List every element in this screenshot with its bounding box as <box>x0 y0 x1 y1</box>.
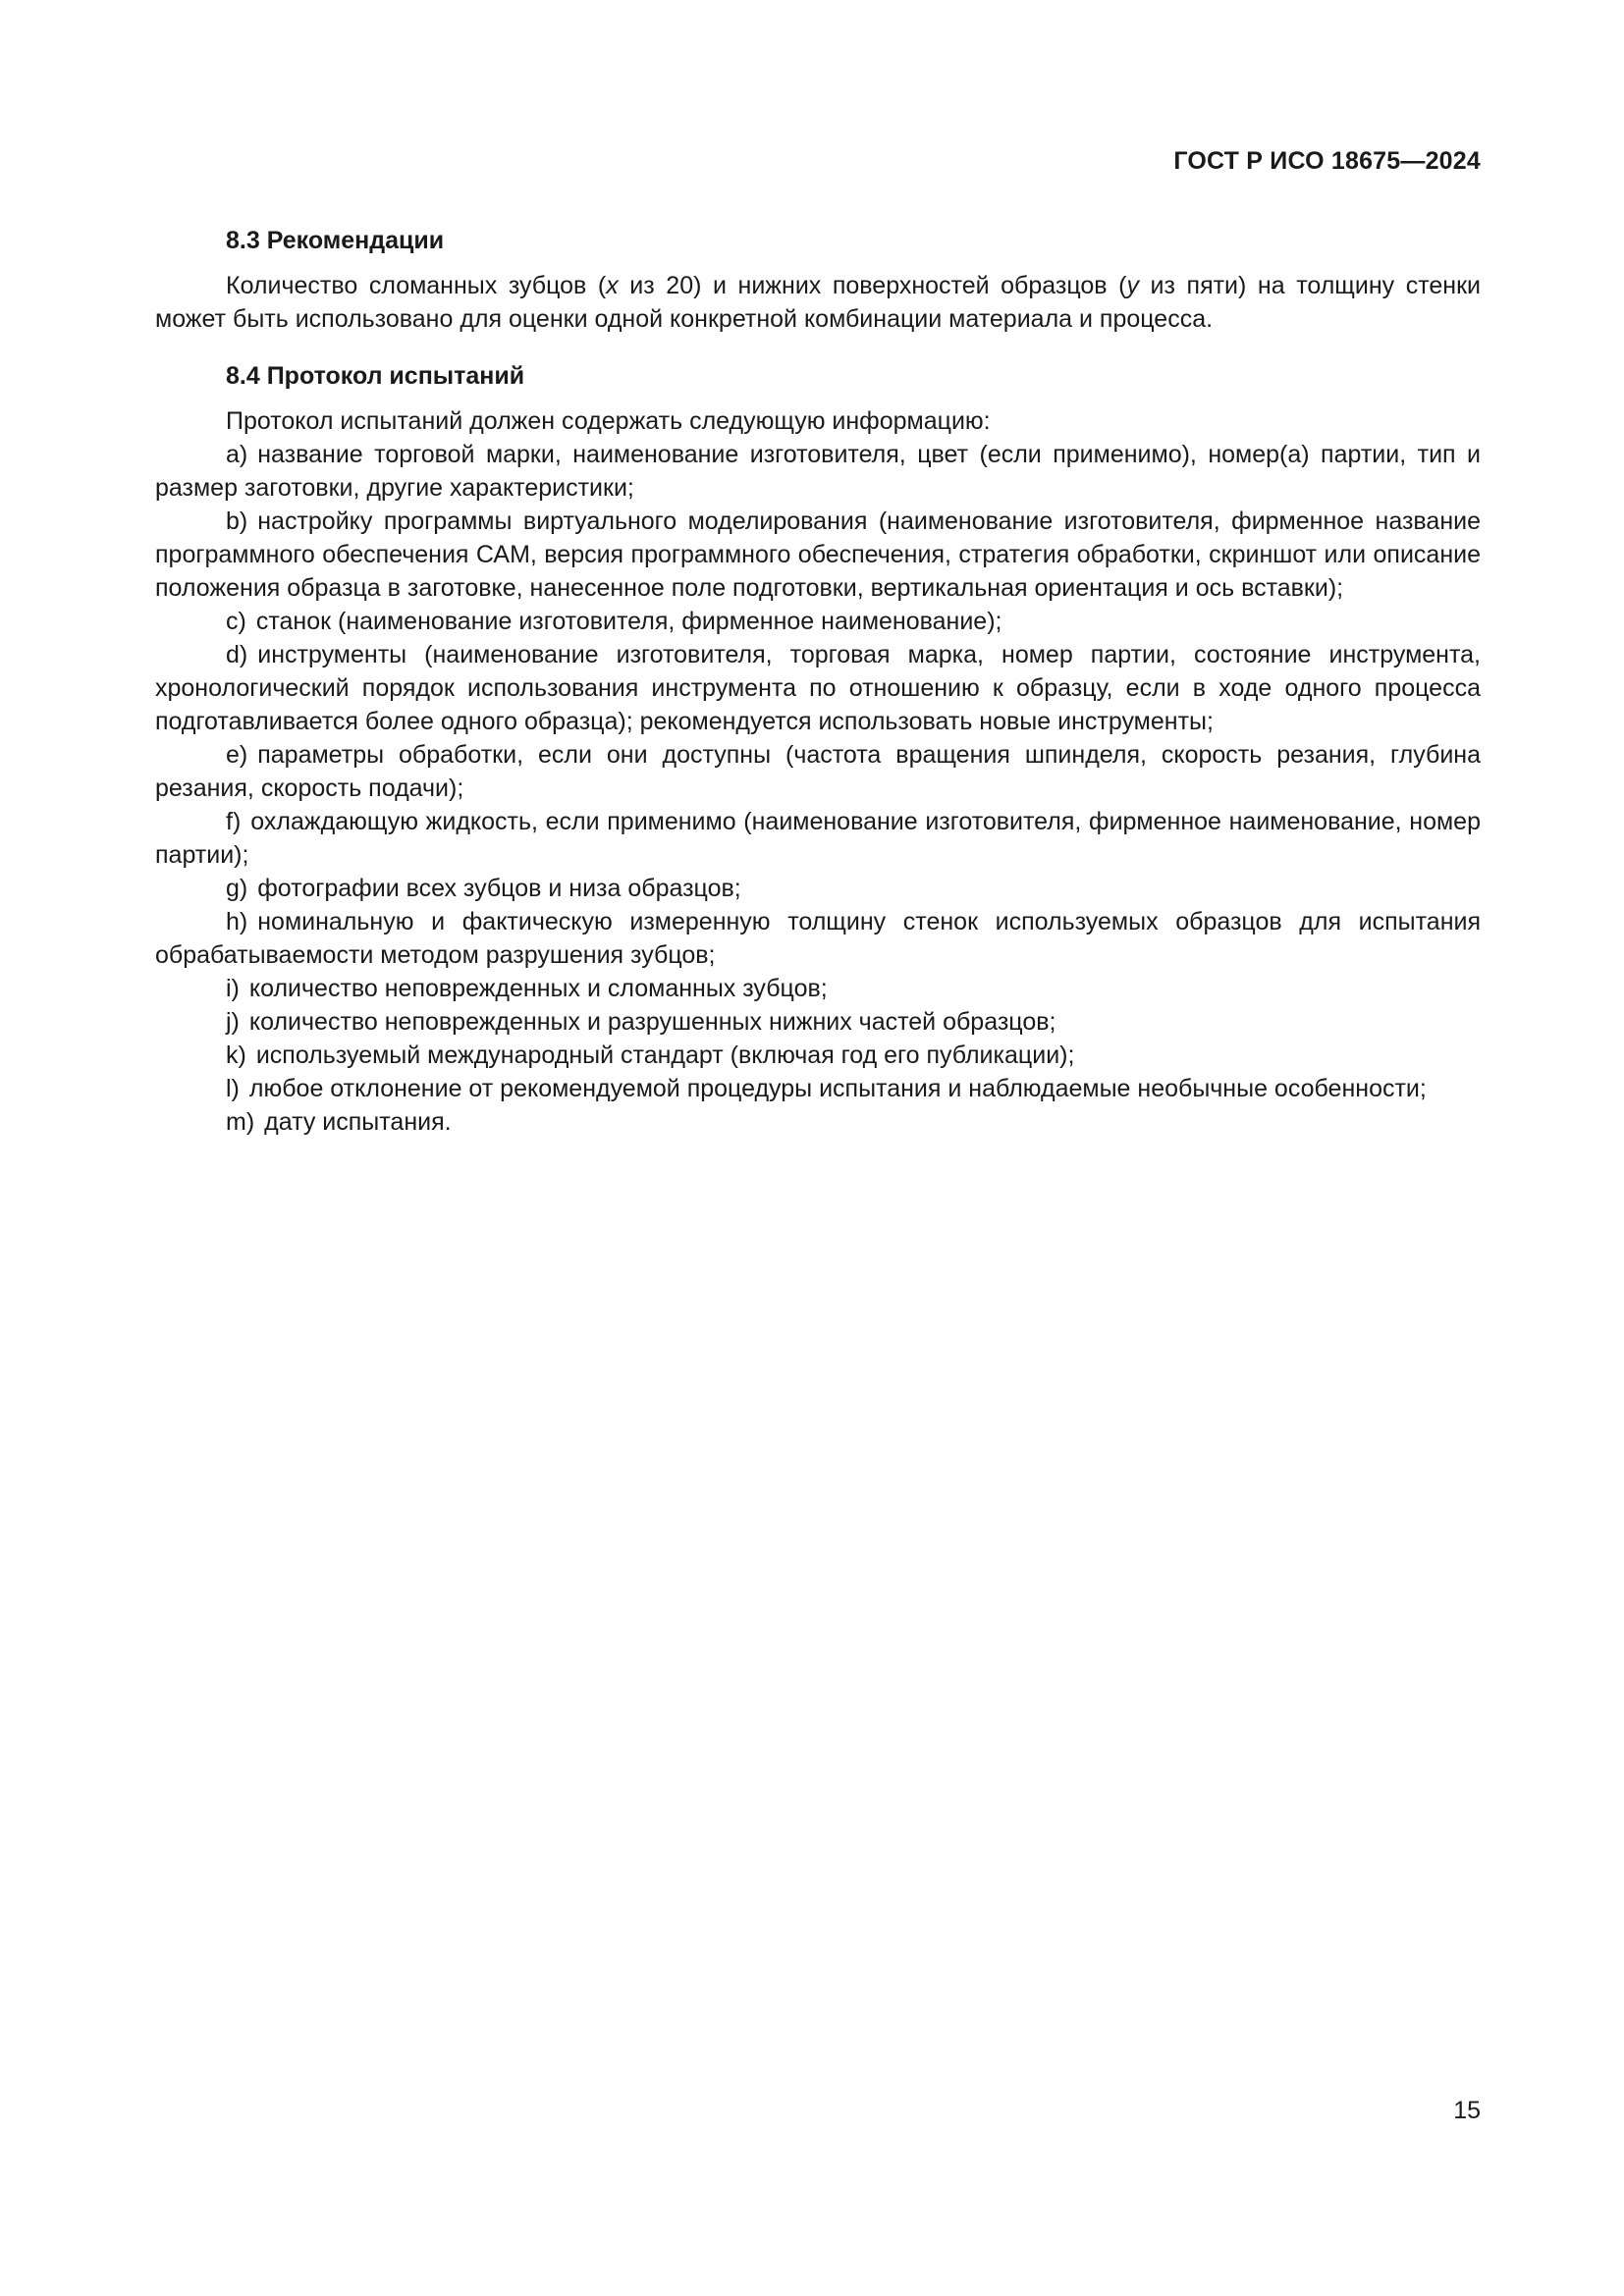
list-item <box>155 905 1481 972</box>
list-item-text: настройку программы виртуального моделирования (наименование изготовителя, фирменное название программного обеспечения САМ, версия программного обеспечения, стратегия обработки, скриншот или описание положения образца в заготовке, нанесенное поле подготовки, вертикальная ориентация и ось вставки); <box>155 507 1481 602</box>
list-marker: l) <box>226 1075 240 1102</box>
list-marker: j) <box>226 1008 240 1036</box>
list-marker: m) <box>226 1108 255 1136</box>
list-marker: k) <box>226 1041 246 1069</box>
list-marker: f) <box>226 808 242 835</box>
list-marker: b) <box>226 507 248 535</box>
list-item <box>155 805 1481 872</box>
list-marker: a) <box>226 441 248 468</box>
section-heading-8-4: 8.4 Протокол испытаний <box>226 362 525 390</box>
variable-x: x <box>606 272 619 299</box>
list-item-text: охлаждающую жидкость, если применимо (наименование изготовителя, фирменное наименование, номер партии); <box>155 808 1481 869</box>
variable-y: y <box>1126 272 1139 299</box>
page-number: 15 <box>1453 2097 1481 2124</box>
list-item-text: станок (наименование изготовителя, фирменное наименование); <box>255 608 1002 635</box>
list-item-text: фотографии всех зубцов и низа образцов; <box>257 875 741 902</box>
list-marker: e) <box>226 741 248 769</box>
document-code-header: ГОСТ Р ИСО 18675—2024 <box>1173 147 1481 175</box>
list-item <box>155 972 1481 1005</box>
list-item <box>155 438 1481 505</box>
section-8-4-intro: Протокол испытаний должен содержать следующую информацию: <box>226 407 991 435</box>
list-item-text: любое отклонение от рекомендуемой процедуры испытания и наблюдаемые необычные особенности; <box>248 1075 1427 1102</box>
paragraph-text-part: из 20) и нижних поверхностей образцов ( <box>618 272 1127 299</box>
list-item <box>155 638 1481 738</box>
list-item-text: количество неповрежденных и разрушенных нижних частей образцов; <box>248 1008 1056 1036</box>
list-item <box>155 1105 1481 1139</box>
list-item-text: инструменты (наименование изготовителя, торговая марка, номер партии, состояние инструмента, хронологический порядок использования инструмента по отношению к образцу, если в ходе одного процесса подготавливается более одного образца); рекомендуется использовать новые инструменты; <box>155 641 1481 735</box>
list-item <box>155 1039 1481 1072</box>
list-item-text: название торговой марки, наименование изготовителя, цвет (если применимо), номер(а) партии, тип и размер заготовки, другие характеристики; <box>155 441 1481 502</box>
section-heading-8-3: 8.3 Рекомендации <box>226 227 445 254</box>
list-item <box>155 505 1481 605</box>
list-item <box>155 872 1481 905</box>
list-item-text: используемый международный стандарт (включая год его публикации); <box>255 1041 1075 1069</box>
list-item <box>155 1005 1481 1039</box>
section-8-3-paragraph <box>155 269 1481 336</box>
list-item-text: параметры обработки, если они доступны (частота вращения шпинделя, скорость резания, глубина резания, скорость подачи); <box>155 741 1481 802</box>
paragraph-text-part: Количество сломанных зубцов ( <box>226 272 607 299</box>
list-marker: i) <box>226 975 240 1002</box>
paragraph-text-part: из пяти) на толщину стенки может быть использовано для оценки одной конкретной комбинации материала и процесса. <box>155 272 1481 333</box>
list-item-text: номинальную и фактическую измеренную толщину стенок используемых образцов для испытания обрабатываемости методом разрушения зубцов; <box>155 908 1481 969</box>
list-item-text: дату испытания. <box>264 1108 452 1136</box>
list-marker: g) <box>226 875 248 902</box>
list-marker: h) <box>226 908 248 935</box>
page-content <box>155 224 1481 1139</box>
list-item <box>155 1072 1481 1105</box>
list-marker: d) <box>226 641 248 668</box>
list-item <box>155 605 1481 638</box>
list-item-text: количество неповрежденных и сломанных зубцов; <box>248 975 828 1002</box>
list-item <box>155 738 1481 805</box>
list-marker: c) <box>226 608 246 635</box>
